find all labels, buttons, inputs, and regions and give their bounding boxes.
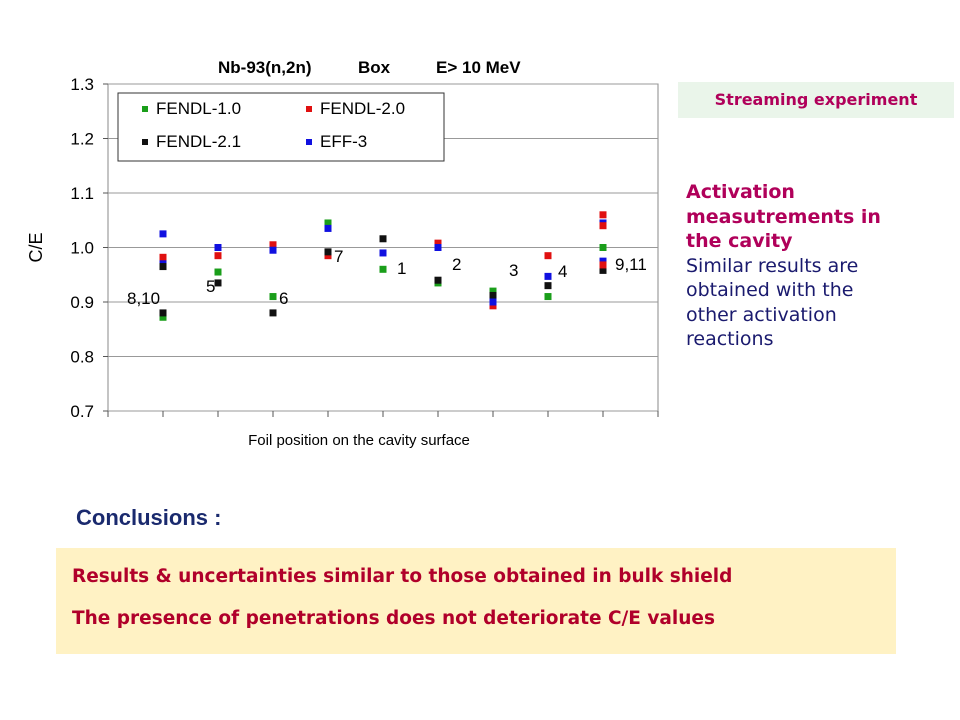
chart-title-part: E> 10 MeV bbox=[436, 58, 521, 77]
data-point-eff-3 bbox=[435, 244, 442, 251]
y-tick-label: 1.2 bbox=[70, 129, 94, 149]
activation-note bbox=[686, 180, 886, 352]
conclusion-line-1: Results & uncertainties similar to those obtained in bulk shield bbox=[72, 566, 733, 587]
x-axis-label: Foil position on the cavity surface bbox=[248, 432, 470, 449]
conclusions-title: Conclusions : bbox=[76, 505, 222, 530]
data-point-fendl-2.0 bbox=[160, 254, 167, 261]
legend-marker bbox=[306, 106, 312, 112]
streaming-experiment-tag: Streaming experiment bbox=[678, 82, 954, 118]
data-point-fendl-2.1 bbox=[160, 263, 167, 270]
y-axis-label: C/E bbox=[26, 232, 46, 263]
y-tick-label: 0.7 bbox=[70, 402, 94, 421]
legend-label: EFF-3 bbox=[320, 132, 368, 151]
chart-title-part: Box bbox=[358, 58, 391, 77]
legend-label: FENDL-1.0 bbox=[156, 99, 242, 118]
data-point-eff-3 bbox=[380, 249, 387, 256]
category-label: 4 bbox=[558, 262, 568, 281]
category-label: 2 bbox=[452, 255, 462, 274]
data-point-eff-3 bbox=[325, 225, 332, 232]
data-point-fendl-2.1 bbox=[380, 235, 387, 242]
legend-marker bbox=[306, 139, 312, 145]
legend-label: FENDL-2.1 bbox=[156, 132, 242, 151]
data-point-eff-3 bbox=[490, 299, 497, 306]
y-tick-label: 0.9 bbox=[70, 293, 94, 312]
data-point-fendl-2.0 bbox=[545, 252, 552, 259]
data-point-fendl-2.1 bbox=[435, 277, 442, 284]
data-point-fendl-2.0 bbox=[600, 222, 607, 229]
data-point-fendl-2.0 bbox=[600, 211, 607, 218]
category-label: 1 bbox=[397, 259, 407, 278]
data-point-eff-3 bbox=[545, 273, 552, 280]
chart-title-part: Nb-93(n,2n) bbox=[218, 58, 312, 77]
y-tick-label: 1.0 bbox=[70, 238, 94, 258]
category-label: 8,10 bbox=[127, 289, 161, 308]
data-point-fendl-2.1 bbox=[325, 248, 332, 255]
data-point-eff-3 bbox=[270, 247, 277, 254]
y-tick-label: 1.1 bbox=[70, 184, 94, 203]
category-label: 5 bbox=[206, 277, 216, 296]
legend-marker bbox=[142, 139, 148, 145]
data-point-fendl-2.0 bbox=[600, 261, 607, 268]
category-label: 7 bbox=[334, 247, 344, 266]
legend-label: FENDL-2.0 bbox=[320, 99, 406, 118]
data-point-eff-3 bbox=[215, 244, 222, 251]
legend-marker bbox=[142, 106, 148, 112]
y-tick-label: 1.3 bbox=[70, 75, 94, 94]
cavity-ce-chart bbox=[0, 0, 680, 470]
data-point-fendl-2.1 bbox=[215, 279, 222, 286]
activation-note-highlight: Activation measutrements in the cavity bbox=[686, 181, 881, 252]
data-point-fendl-2.1 bbox=[490, 292, 497, 299]
data-point-fendl-2.1 bbox=[545, 282, 552, 289]
data-point-fendl-1.0 bbox=[270, 293, 277, 300]
activation-note-body: Similar results are obtained with the other activation reactions bbox=[686, 254, 859, 350]
data-point-fendl-1.0 bbox=[545, 293, 552, 300]
data-point-fendl-2.1 bbox=[270, 309, 277, 316]
category-label: 6 bbox=[279, 289, 289, 308]
data-point-fendl-2.1 bbox=[160, 309, 167, 316]
data-point-fendl-1.0 bbox=[600, 244, 607, 251]
data-point-fendl-2.0 bbox=[215, 252, 222, 259]
category-label: 9,11 bbox=[615, 255, 647, 274]
data-point-eff-3 bbox=[160, 230, 167, 237]
data-point-fendl-1.0 bbox=[380, 266, 387, 273]
data-point-fendl-1.0 bbox=[215, 269, 222, 276]
y-tick-label: 0.8 bbox=[70, 347, 94, 367]
conclusions-box bbox=[56, 548, 896, 654]
conclusion-line-2: The presence of penetrations does not deteriorate C/E values bbox=[72, 608, 715, 629]
category-label: 3 bbox=[509, 261, 519, 280]
